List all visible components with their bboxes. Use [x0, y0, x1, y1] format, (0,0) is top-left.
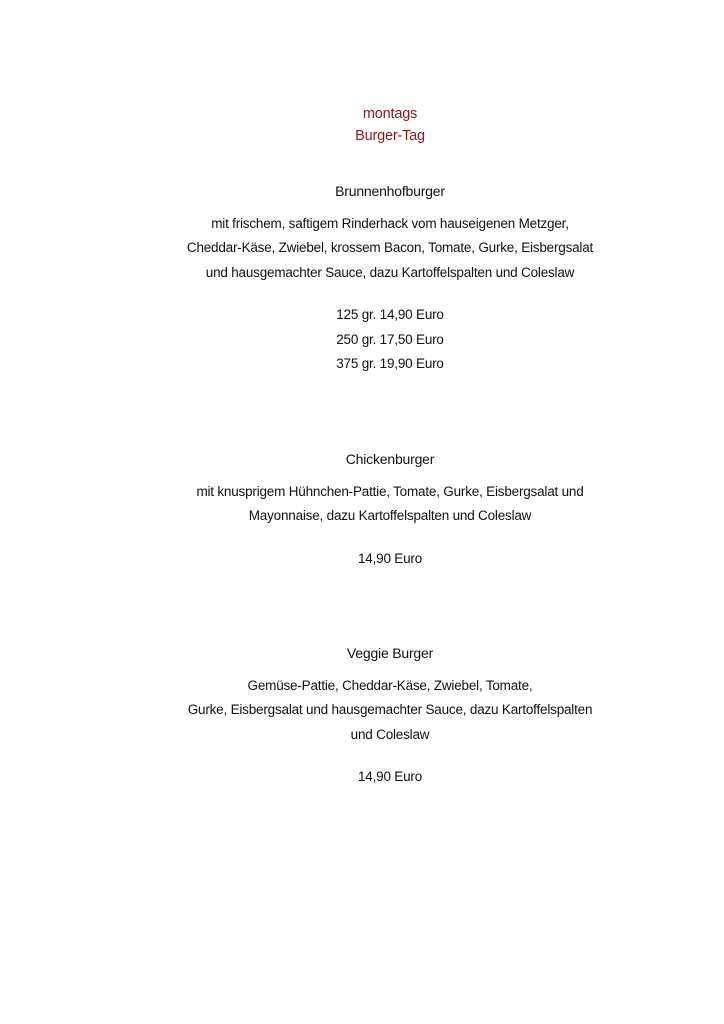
item-description-line: und Coleslaw	[350, 727, 430, 742]
item-description-line: Gemüse-Pattie, Cheddar-Käse, Zwiebel, Tomate,	[247, 678, 533, 693]
item-description-line: Gurke, Eisbergsalat und hausgemachter Sauce, dazu Kartoffelspalten	[187, 702, 593, 717]
item-description-line: Mayonnaise, dazu Kartoffelspalten und Coleslaw	[248, 508, 532, 523]
menu-day: montags	[362, 106, 418, 122]
item-description-line: mit frischem, saftigem Rinderhack vom hauseigenen Metzger,	[211, 216, 569, 231]
menu-title: Burger-Tag	[355, 128, 425, 144]
item-name: Veggie Burger	[346, 645, 434, 661]
item-price: 14,90 Euro	[357, 769, 423, 784]
item-price: 14,90 Euro	[357, 551, 423, 566]
item-description-line: mit knusprigem Hühnchen-Pattie, Tomate, Gurke, Eisbergsalat und	[196, 484, 584, 499]
item-name: Chickenburger	[345, 451, 435, 467]
item-description-line: Cheddar-Käse, Zwiebel, krossem Bacon, Tomate, Gurke, Eisbergsalat	[186, 240, 594, 255]
item-price: 250 gr. 17,50 Euro	[336, 332, 444, 347]
item-price: 375 gr. 19,90 Euro	[336, 356, 444, 371]
item-price: 125 gr. 14,90 Euro	[336, 307, 444, 322]
item-description-line: und hausgemachter Sauce, dazu Kartoffelspalten und Coleslaw	[205, 265, 575, 280]
item-name: Brunnenhofburger	[335, 183, 445, 199]
